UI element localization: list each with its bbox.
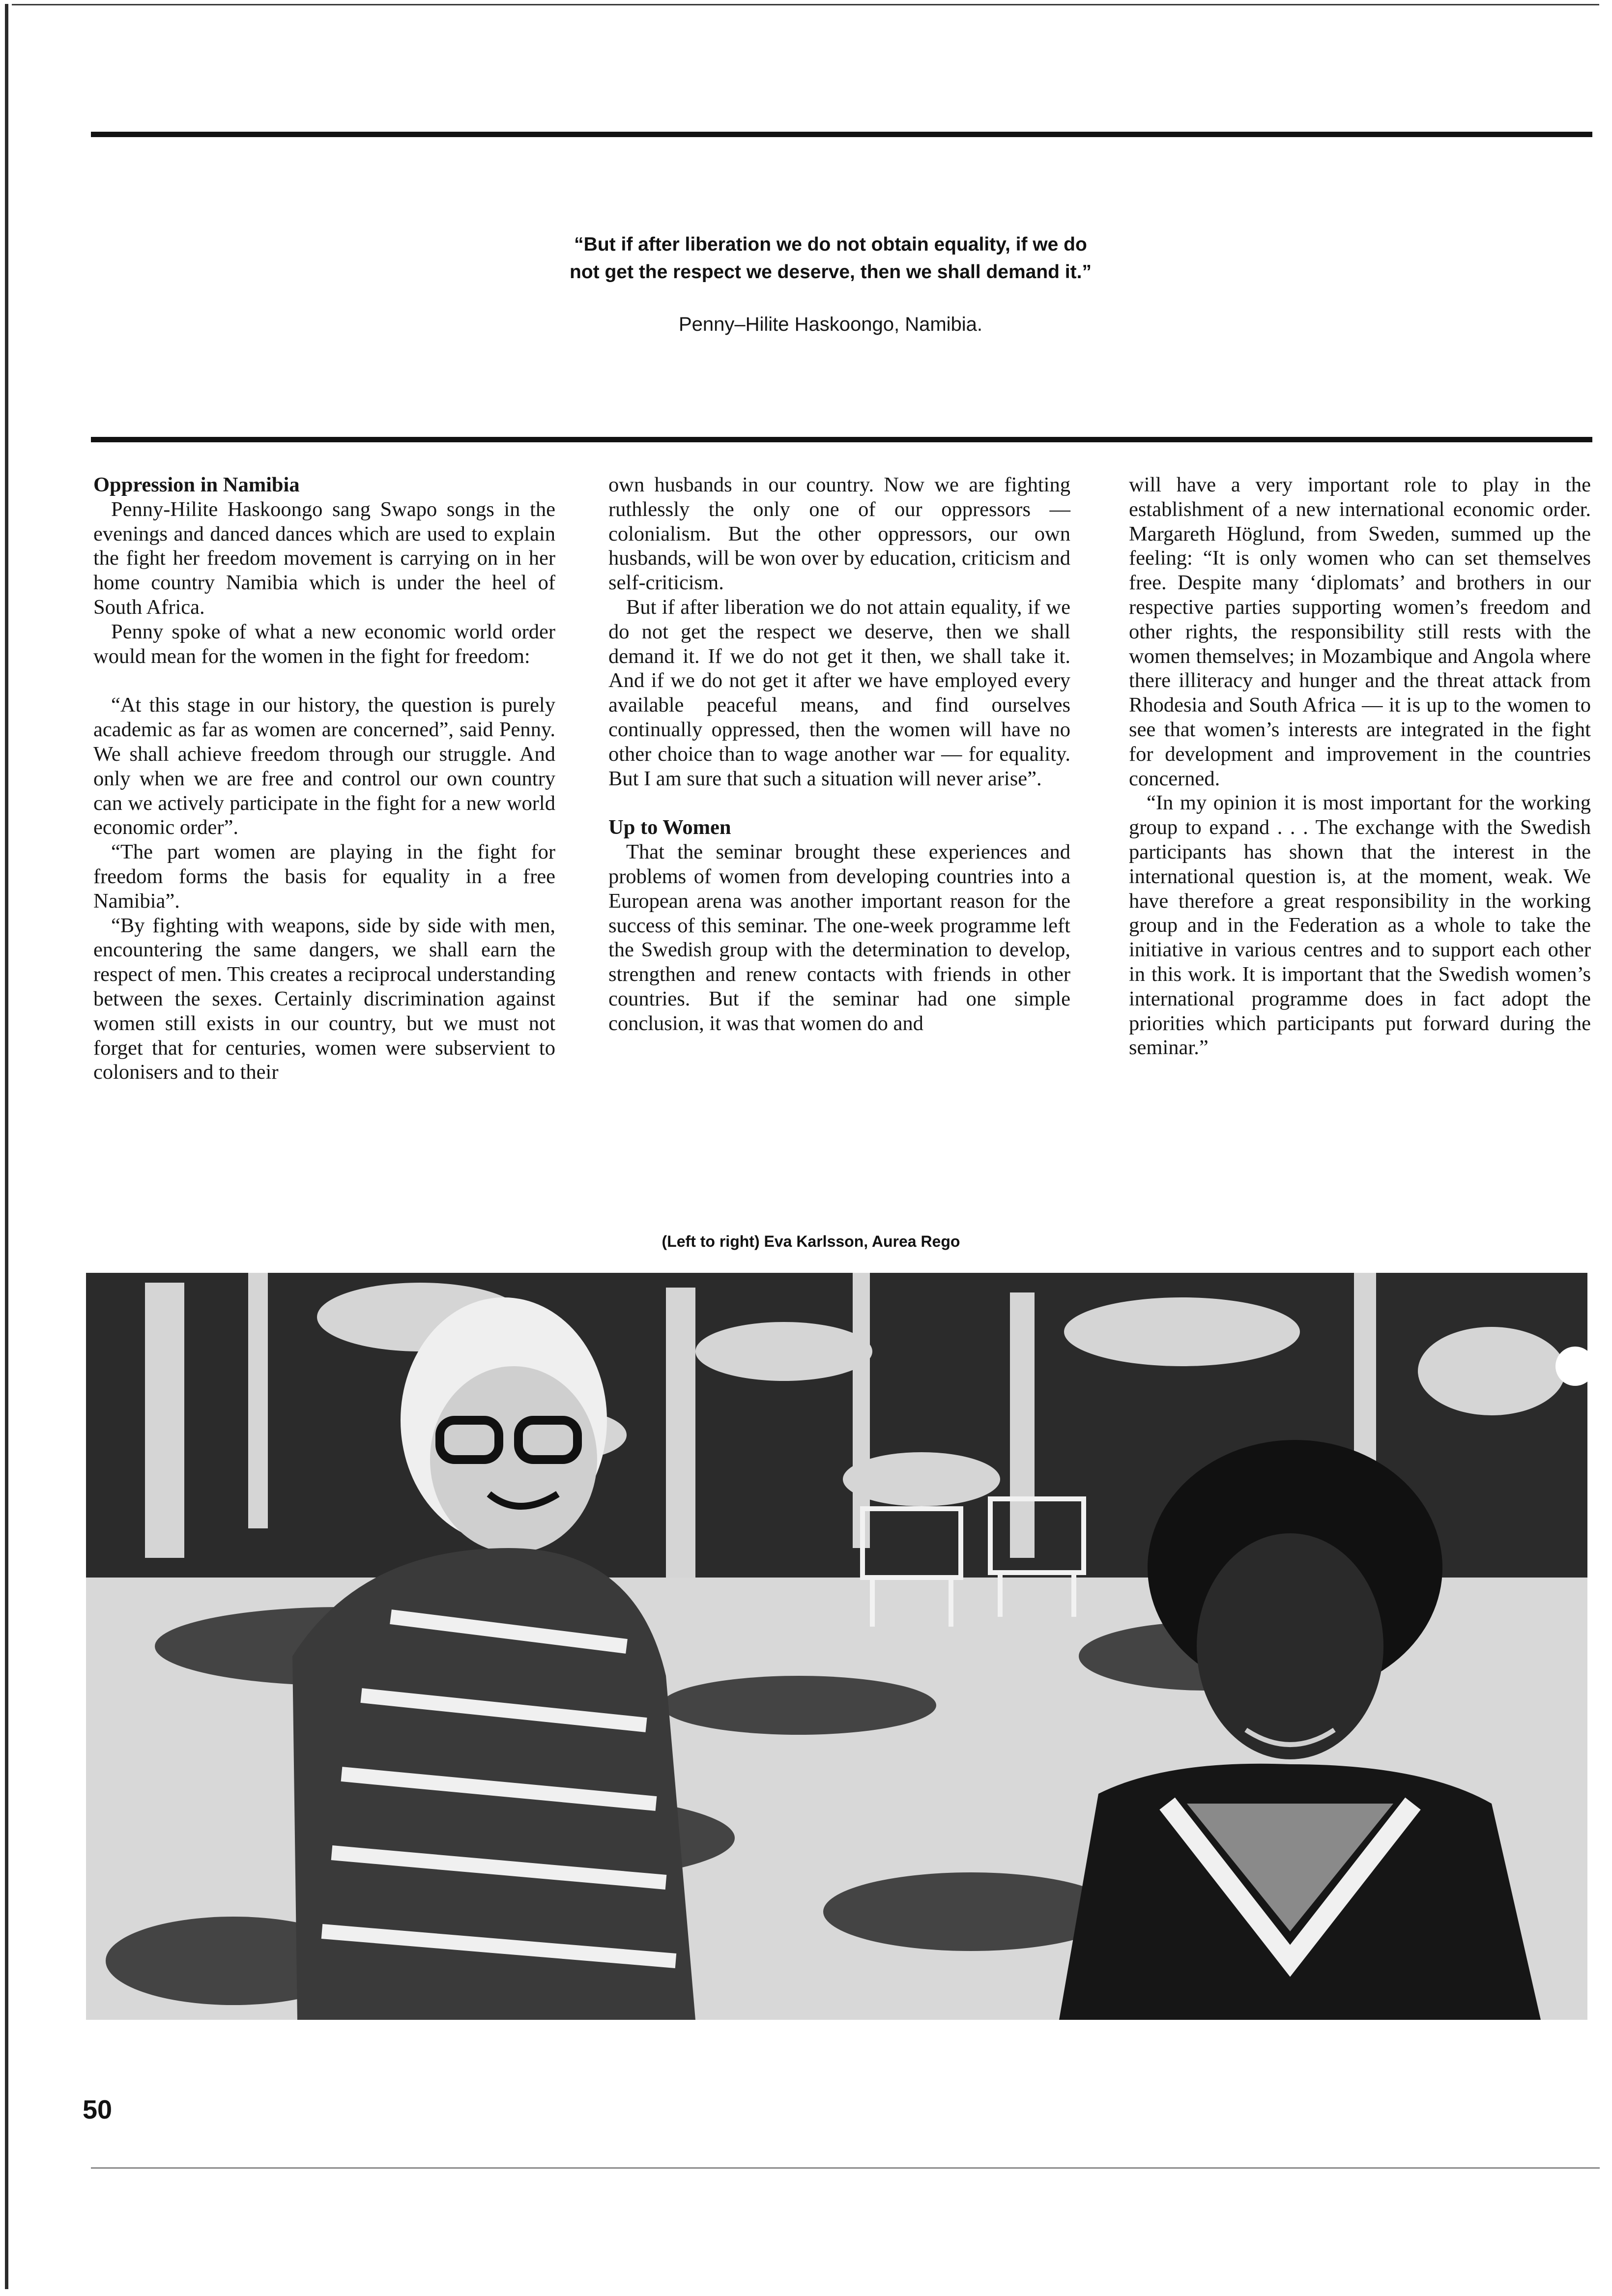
- article-column-3: [1129, 473, 1591, 1060]
- paragraph-gap: [93, 668, 555, 693]
- page-border-top: [12, 4, 1599, 5]
- top-rule: [91, 132, 1592, 137]
- photo-caption: (Left to right) Eva Karlsson, Aurea Rego: [662, 1233, 960, 1250]
- quote-attribution: Penny–Hilite Haskoongo, Namibia.: [678, 314, 983, 335]
- page-number: 50: [83, 2095, 113, 2124]
- section-heading: Up to Women: [608, 816, 731, 839]
- paragraph: “In my opinion it is most important for the working group to expand . . . The exchange with the Swedish participants has shown that the interest in the international question is, at the moment, weak. We have therefore a great responsibility in the working group and in the Federation as a whole to take the initiative in various centres and to support each other in this work. It is important that the Swedish women’s international programme does in fact adopt the priorities which participants put forward during the seminar.”: [1129, 791, 1591, 1060]
- article-column-2: [608, 473, 1070, 1036]
- paragraph: Penny spoke of what a new economic world order would mean for the women in the fight for freedom:: [93, 620, 555, 668]
- section-rule: [91, 437, 1592, 442]
- photograph: [86, 1273, 1587, 2020]
- paragraph-gap: [608, 791, 1070, 815]
- paragraph: But if after liberation we do not attain equality, if we do not get the respect we deserve, then we shall demand it. If we do not get it then, we shall take it. And if we do not get it after we have employed every available peaceful means, and find ourselves continually oppressed, then the women will have no other choice than to wage another war — for equality. But I am sure that such a situation will never arise”.: [608, 595, 1070, 790]
- paragraph: “At this stage in our history, the question is purely academic as far as women are concerned”, said Penny. We shall achieve freedom through our struggle. And only when we are free and control our own country can we actively participate in the fight for a new world economic order”.: [93, 693, 555, 839]
- paragraph: will have a very important role to play in the establishment of a new international economic order. Margareth Höglund, from Sweden, summed up the feeling: “It is only women who can set themselves free. Despite many ‘diplomats’ and brothers in our respective parties supporting women’s freedom and other rights, the responsibility still rests with the women themselves; in Mozambique and Angola where there illiteracy and hunger and the threat attack from Rhodesia and South Africa — it is up to the women to see that women’s interests are integrated in the fight for development and improvement in the countries concerned.: [1129, 473, 1591, 790]
- article-column-1: [93, 473, 555, 1085]
- paragraph: “By fighting with weapons, side by side with men, encountering the same dangers, we shall earn the respect of men. This creates a reciprocal understanding between the sexes. Certainly discrimination against women still exists in our country, but we must not forget that for centuries, women were subservient to colonisers and to their: [93, 914, 555, 1084]
- pull-quote-line: not get the respect we deserve, then we shall demand it.”: [570, 261, 1092, 283]
- section-heading: Oppression in Namibia: [93, 473, 300, 496]
- paragraph: own husbands in our country. Now we are fighting ruthlessly the only one of our oppressors — colonialism. But the other oppressors, our own husbands, will be won over by education, criticism and self-criticism.: [608, 473, 1070, 595]
- pull-quote-line: “But if after liberation we do not obtain equality, if we do: [574, 234, 1087, 255]
- page-border-left: [5, 4, 8, 2289]
- paragraph: Penny-Hilite Haskoongo sang Swapo songs in the evenings and danced dances which are used to explain the fight her freedom movement is carrying on in her home country Namibia which is under the heel of South Africa.: [93, 497, 555, 619]
- bottom-rule: [91, 2167, 1600, 2169]
- paragraph: That the seminar brought these experiences and problems of women from developing countries into a European arena was another important reason for the success of this seminar. The one-week programme left the Swedish group with the determination to develop, strengthen and renew contacts with friends in other countries. But if the seminar had one simple conclusion, it was that women do and: [608, 840, 1070, 1035]
- photo-illustration: [86, 1273, 1587, 2020]
- paragraph: “The part women are playing in the fight for freedom forms the basis for equality in a free Namibia”.: [93, 840, 555, 913]
- pull-quote: [482, 231, 1180, 286]
